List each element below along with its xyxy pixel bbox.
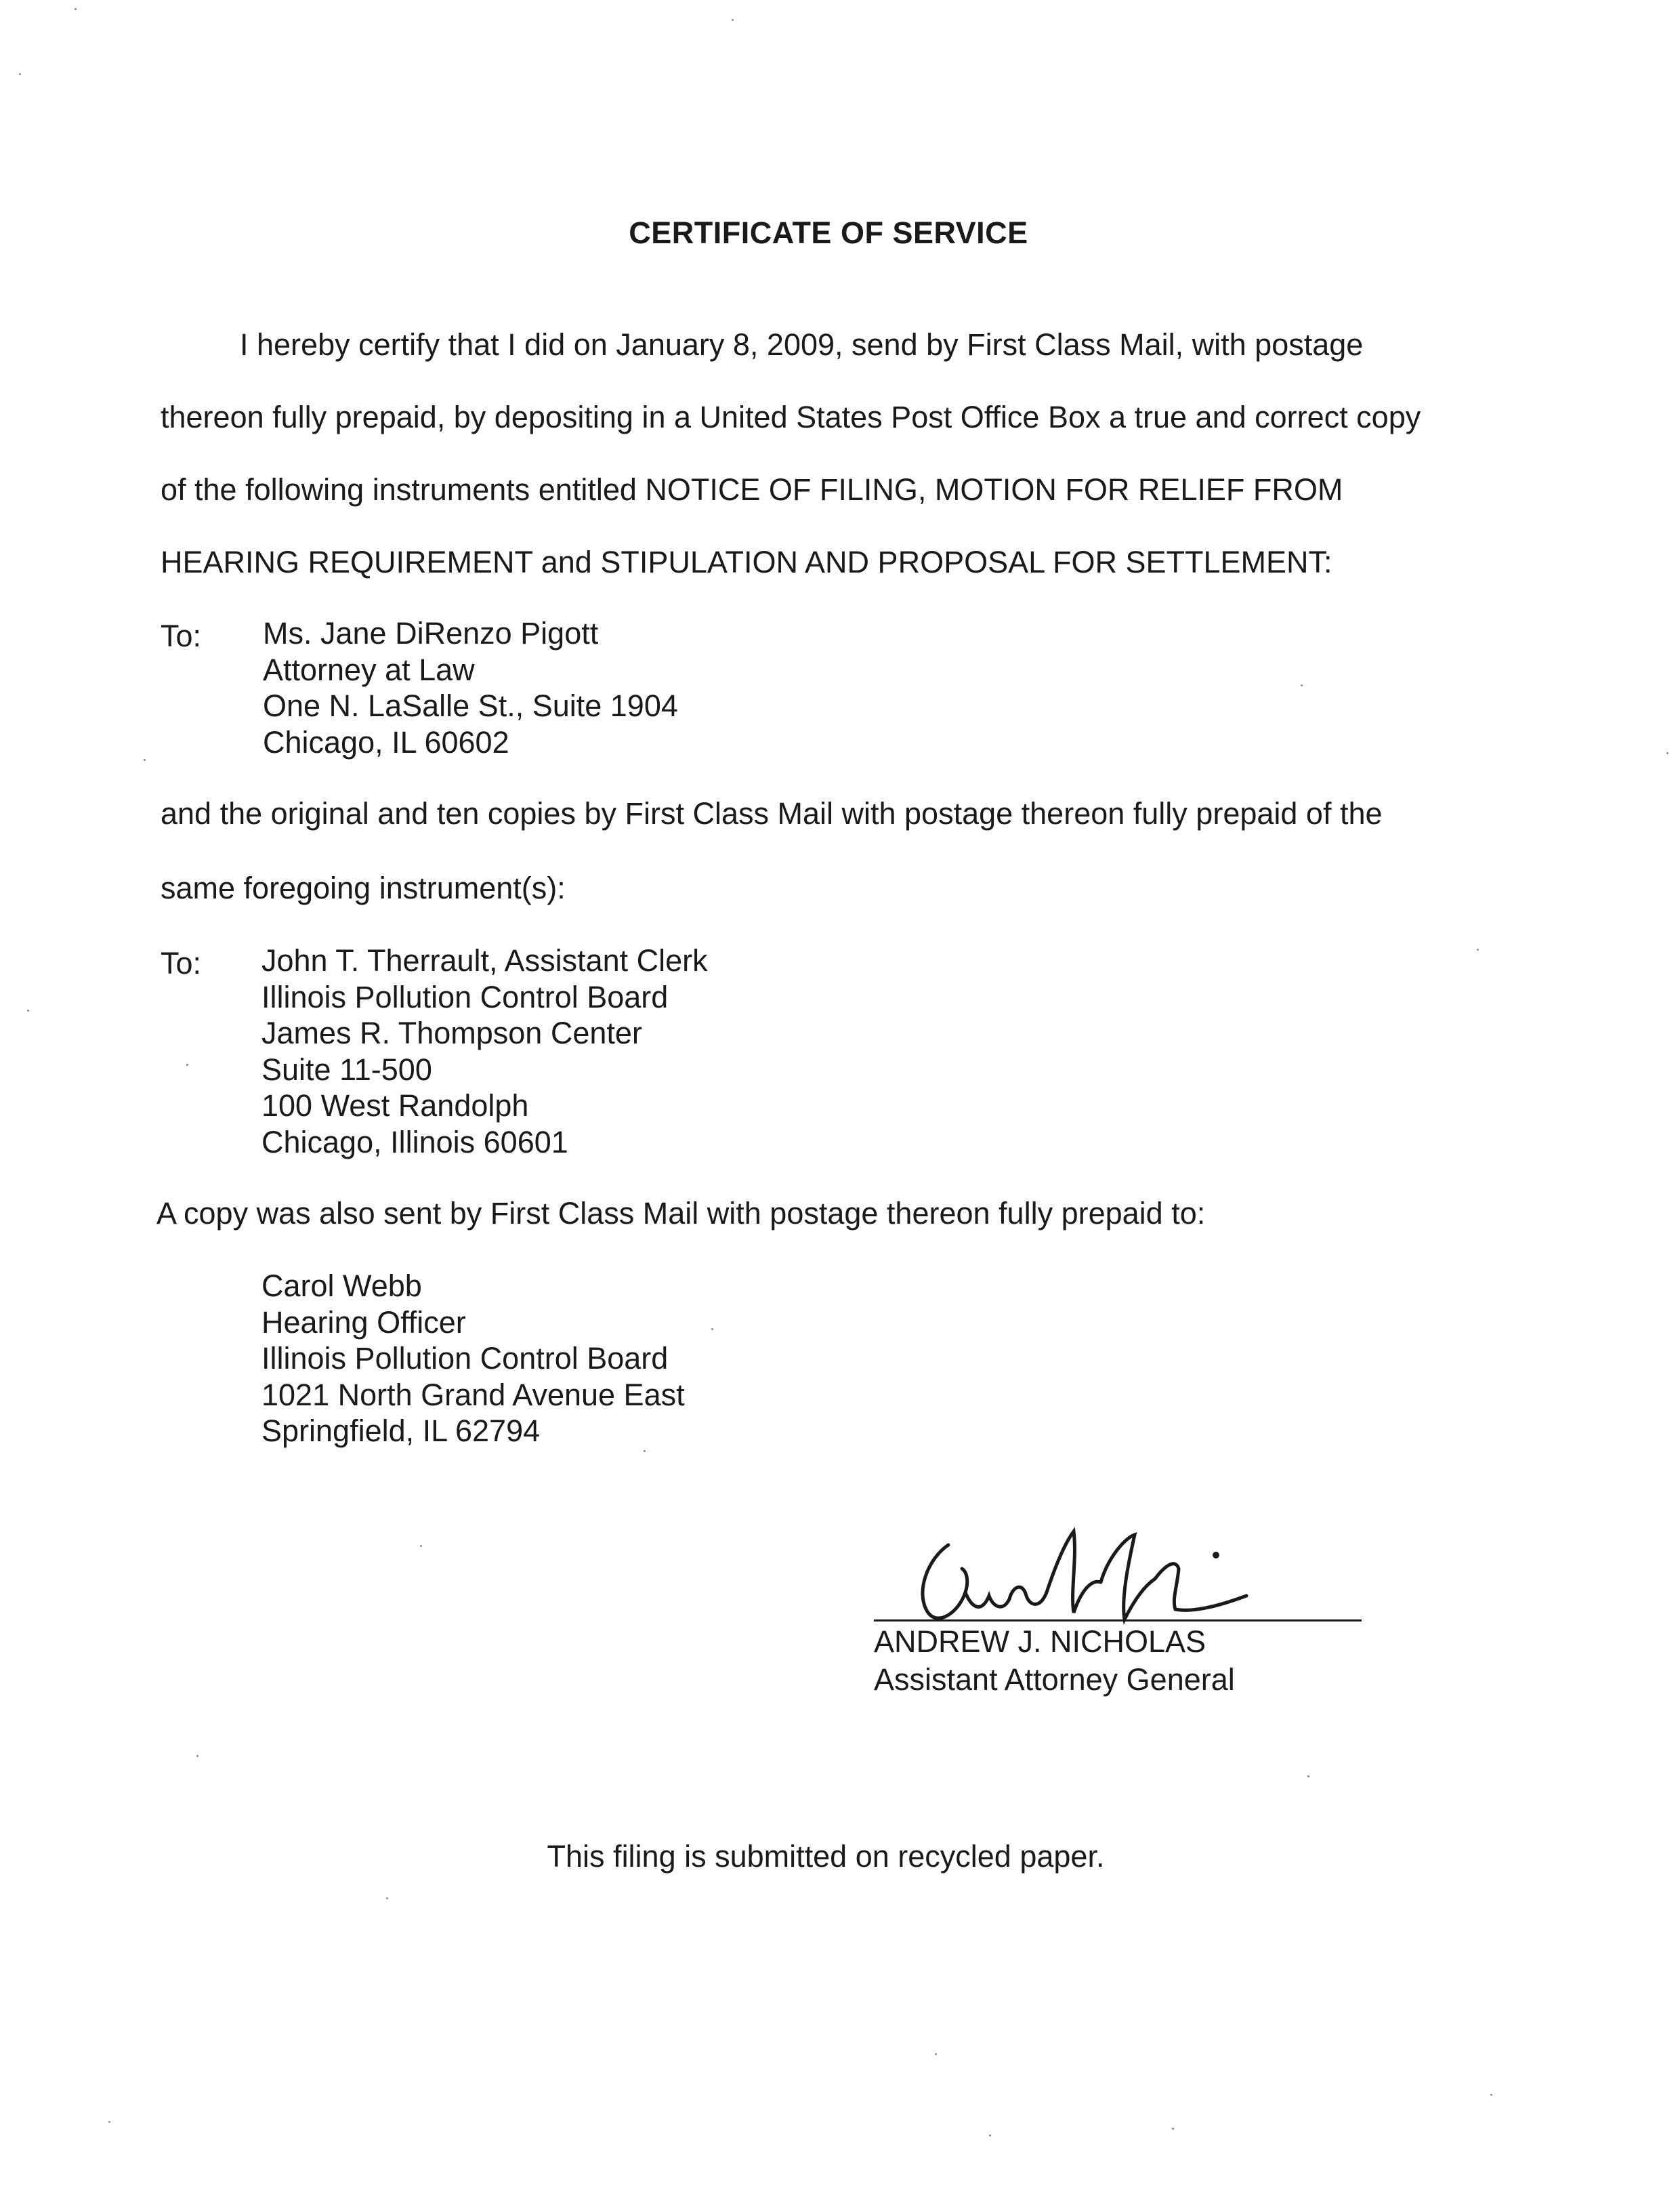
scan-speck — [420, 1545, 422, 1547]
recipient-2-address — [261, 943, 708, 1160]
paragraph-1-line-2: thereon fully prepaid, by depositing in a United States Post Office Box a true and correct copy — [161, 400, 1421, 434]
address-line: Suite 11-500 — [261, 1052, 432, 1087]
scan-speck — [386, 1897, 388, 1899]
recipient-1-address — [263, 615, 678, 760]
scan-speck — [935, 2053, 937, 2055]
footer-note: This filing is submitted on recycled paper. — [547, 1839, 1105, 1874]
address-line: Chicago, Illinois 60601 — [261, 1124, 568, 1159]
scan-speck — [1666, 752, 1668, 754]
signature-line — [874, 1619, 1362, 1621]
address-line: James R. Thompson Center — [261, 1016, 642, 1050]
scan-speck — [1307, 1775, 1309, 1777]
address-line: One N. LaSalle St., Suite 1904 — [263, 688, 678, 723]
paragraph-1-line-3: of the following instruments entitled NOTICE OF FILING, MOTION FOR RELIEF FROM — [161, 472, 1343, 507]
recipient-3-address — [261, 1268, 685, 1449]
scan-speck — [1301, 684, 1303, 686]
scan-speck — [144, 759, 146, 761]
paragraph-2-line-2: same foregoing instrument(s): — [161, 871, 566, 905]
paragraph-3: A copy was also sent by First Class Mail with postage thereon fully prepaid to: — [156, 1196, 1206, 1231]
signatory-name: ANDREW J. NICHOLAS — [874, 1624, 1206, 1659]
address-line: Hearing Officer — [261, 1304, 466, 1340]
scan-speck — [1172, 2128, 1174, 2130]
address-line: John T. Therrault, Assistant Clerk — [261, 943, 708, 978]
address-line: Carol Webb — [261, 1268, 422, 1303]
address-line: 100 West Randolph — [261, 1088, 529, 1123]
paragraph-1-line-1: I hereby certify that I did on January 8, 2009, send by First Class Mail, with postage — [240, 327, 1364, 362]
scan-speck — [1477, 949, 1479, 951]
scan-speck — [108, 2121, 110, 2123]
scan-speck — [186, 1064, 188, 1066]
scan-speck — [989, 2134, 991, 2136]
address-line: Ms. Jane DiRenzo Pigott — [263, 616, 599, 650]
signature-block — [874, 1623, 1235, 1699]
address-line: Illinois Pollution Control Board — [261, 979, 669, 1014]
address-line: Springfield, IL 62794 — [261, 1413, 541, 1448]
paragraph-2-line-1: and the original and ten copies by First Class Mail with postage thereon fully prepaid of the — [161, 796, 1383, 831]
address-line: 1021 North Grand Avenue East — [261, 1377, 685, 1412]
paragraph-1-line-4: HEARING REQUIREMENT and STIPULATION AND PROPOSAL FOR SETTLEMENT: — [161, 545, 1332, 579]
scan-speck — [732, 19, 734, 21]
signatory-title: Assistant Attorney General — [874, 1662, 1235, 1697]
scan-speck — [711, 1328, 713, 1330]
scan-speck — [644, 1450, 646, 1452]
scan-speck — [1490, 2094, 1492, 2096]
address-line: Chicago, IL 60602 — [263, 724, 509, 760]
recipient-1-to-label: To: — [161, 619, 202, 653]
address-line: Attorney at Law — [263, 652, 475, 687]
document-title: CERTIFICATE OF SERVICE — [629, 215, 1028, 250]
handwritten-signature — [908, 1518, 1260, 1633]
address-line: Illinois Pollution Control Board — [261, 1341, 669, 1376]
scan-speck — [75, 8, 77, 10]
recipient-2-to-label: To: — [161, 946, 202, 980]
scan-speck — [27, 1010, 29, 1012]
scan-speck — [19, 73, 21, 75]
scan-speck — [196, 1755, 198, 1757]
